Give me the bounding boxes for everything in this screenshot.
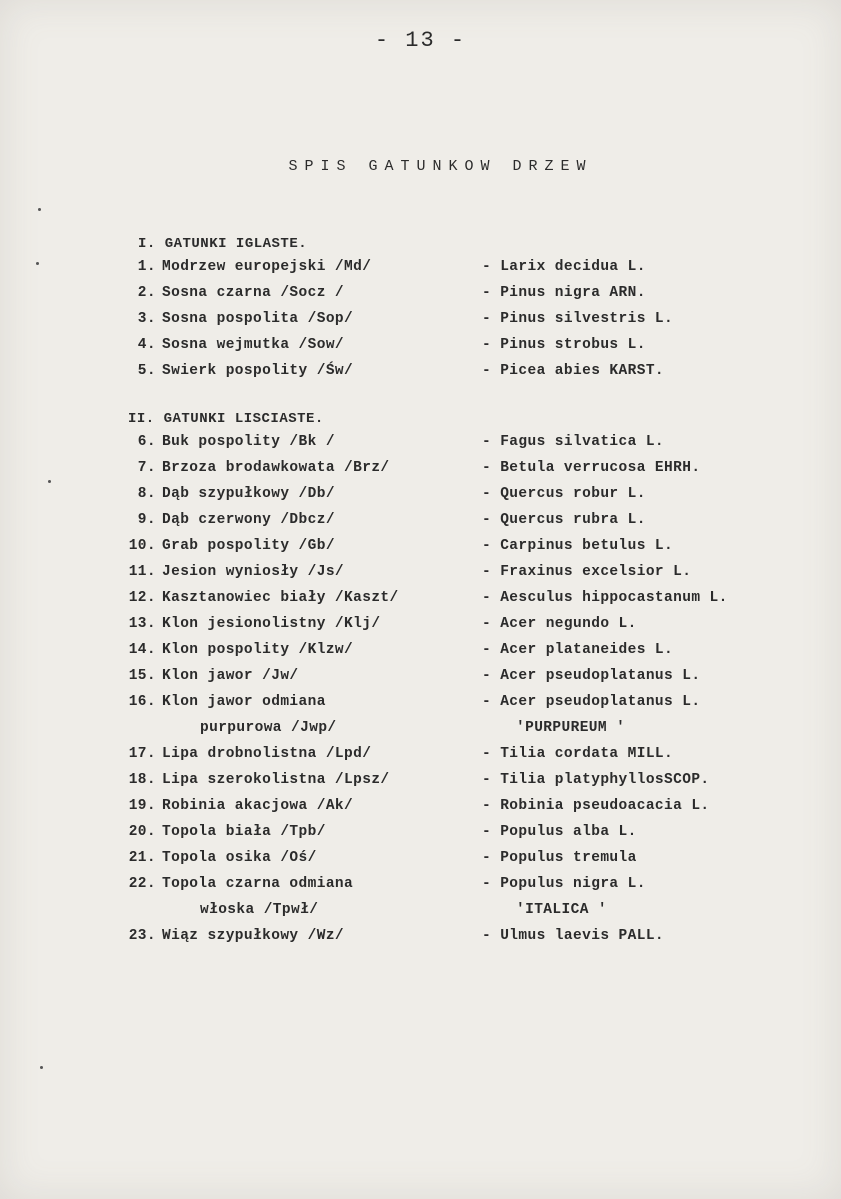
page-number: - 13 - <box>374 28 467 53</box>
species-entry-polish <box>126 642 353 658</box>
species-entry-polish <box>126 311 353 327</box>
entry-number: 18. <box>128 772 156 788</box>
latin-name: - Pinus nigra ARN. <box>482 285 646 301</box>
entry-number: 15. <box>128 668 156 684</box>
polish-name: Dąb czerwony /Dbcz/ <box>162 512 335 528</box>
species-entry-polish <box>126 285 344 301</box>
species-entry-polish <box>126 616 380 632</box>
latin-name: - Larix decidua L. <box>482 259 646 275</box>
entry-number: 14. <box>128 642 156 658</box>
entry-number: 17. <box>128 746 156 762</box>
species-entry-polish <box>126 876 353 892</box>
latin-name: - Pinus silvestris L. <box>482 311 674 327</box>
species-entry-polish <box>126 772 390 788</box>
latin-name: - Acer pseudoplatanus L. <box>482 668 701 684</box>
polish-name: Lipa drobnolistna /Lpd/ <box>162 746 372 762</box>
polish-name: Sosna wejmutka /Sow/ <box>162 337 345 353</box>
latin-name: - Tilia cordata MILL. <box>482 746 674 762</box>
entry-number: 20. <box>128 824 156 840</box>
polish-name: Sosna pospolita /Sop/ <box>162 311 354 327</box>
species-entry-polish <box>126 694 326 710</box>
entry-number: 11. <box>128 564 156 580</box>
polish-name: Grab pospolity /Gb/ <box>162 538 335 554</box>
polish-name-continuation: purpurowa /Jwp/ <box>200 720 337 736</box>
species-entry-polish <box>126 850 317 866</box>
polish-name: Klon jawor /Jw/ <box>162 668 299 684</box>
latin-name: - Picea abies KARST. <box>482 363 665 379</box>
latin-name: - Fraxinus excelsior L. <box>482 564 692 580</box>
polish-name: Klon jawor odmiana <box>162 694 326 710</box>
margin-dot <box>40 1066 43 1069</box>
polish-name: Lipa szerokolistna /Lpsz/ <box>162 772 390 788</box>
entry-number: 16. <box>128 694 156 710</box>
polish-name: Dąb szypułkowy /Db/ <box>162 486 335 502</box>
section-heading-coniferous: I. GATUNKI IGLASTE. <box>138 236 308 252</box>
latin-name: - Acer negundo L. <box>482 616 637 632</box>
entry-number: 10. <box>128 538 156 554</box>
entry-number: 21. <box>128 850 156 866</box>
polish-name: Modrzew europejski /Md/ <box>162 259 372 275</box>
latin-name: - Populus tremula <box>482 850 637 866</box>
species-entry-polish <box>126 434 335 450</box>
entry-number: 19. <box>128 798 156 814</box>
entry-number: 6. <box>137 434 156 450</box>
polish-name: Brzoza brodawkowata /Brz/ <box>162 460 390 476</box>
polish-name: Robinia akacjowa /Ak/ <box>162 798 354 814</box>
entry-number: 7. <box>137 460 156 476</box>
latin-name: - Aesculus hippocastanum L. <box>482 590 728 606</box>
latin-name: - Carpinus betulus L. <box>482 538 674 554</box>
margin-dot <box>48 480 51 483</box>
species-entry-polish <box>126 363 353 379</box>
polish-name: Klon jesionolistny /Klj/ <box>162 616 381 632</box>
species-entry-polish <box>126 337 344 353</box>
species-entry-polish <box>126 746 371 762</box>
entry-number: 9. <box>137 512 156 528</box>
entry-number: 12. <box>128 590 156 606</box>
entry-number: 3. <box>137 311 156 327</box>
margin-dot <box>36 262 39 265</box>
species-entry-polish <box>126 824 326 840</box>
species-entry-polish <box>126 460 390 476</box>
entry-number: 5. <box>137 363 156 379</box>
latin-name: - Quercus rubra L. <box>482 512 646 528</box>
entry-number: 22. <box>128 876 156 892</box>
species-entry-polish <box>126 798 353 814</box>
entry-number: 4. <box>137 337 156 353</box>
polish-name: Topola czarna odmiana <box>162 876 354 892</box>
polish-name: Buk pospolity /Bk / <box>162 434 335 450</box>
section-heading-deciduous: II. GATUNKI LISCIASTE. <box>128 411 324 427</box>
latin-name: - Tilia platyphyllosSCOP. <box>482 772 710 788</box>
polish-name: Wiąz szypułkowy /Wz/ <box>162 928 345 944</box>
latin-name-continuation: 'ITALICA ' <box>516 902 608 918</box>
polish-name: Sosna czarna /Socz / <box>162 285 345 301</box>
entry-number: 8. <box>137 486 156 502</box>
species-entry-polish <box>126 512 335 528</box>
entry-number: 23. <box>128 928 156 944</box>
polish-name: Jesion wyniosły /Js/ <box>162 564 345 580</box>
latin-name: - Fagus silvatica L. <box>482 434 665 450</box>
polish-name: Topola biała /Tpb/ <box>162 824 326 840</box>
latin-name: - Acer plataneides L. <box>482 642 674 658</box>
species-entry-polish <box>126 668 299 684</box>
latin-name: - Populus nigra L. <box>482 876 646 892</box>
polish-name-continuation: włoska /Tpwł/ <box>200 902 319 918</box>
page-title: SPIS GATUNKOW DRZEW <box>288 158 593 175</box>
species-entry-polish <box>126 564 344 580</box>
polish-name: Kasztanowiec biały /Kaszt/ <box>162 590 399 606</box>
latin-name: - Ulmus laevis PALL. <box>482 928 665 944</box>
species-entry-polish <box>126 928 344 944</box>
latin-name: - Populus alba L. <box>482 824 637 840</box>
latin-name: - Robinia pseudoacacia L. <box>482 798 710 814</box>
entry-number: 1. <box>137 259 156 275</box>
latin-name-continuation: 'PURPUREUM ' <box>516 720 626 736</box>
latin-name: - Betula verrucosa EHRH. <box>482 460 701 476</box>
latin-name: - Pinus strobus L. <box>482 337 646 353</box>
entry-number: 2. <box>137 285 156 301</box>
latin-name: - Acer pseudoplatanus L. <box>482 694 701 710</box>
margin-dot <box>38 208 41 211</box>
polish-name: Klon pospolity /Klzw/ <box>162 642 354 658</box>
species-entry-polish <box>126 259 371 275</box>
species-entry-polish <box>126 538 335 554</box>
latin-name: - Quercus robur L. <box>482 486 646 502</box>
polish-name: Topola osika /Oś/ <box>162 850 317 866</box>
polish-name: Swierk pospolity /Św/ <box>162 363 354 379</box>
species-entry-polish <box>126 590 399 606</box>
species-entry-polish <box>126 486 335 502</box>
entry-number: 13. <box>128 616 156 632</box>
